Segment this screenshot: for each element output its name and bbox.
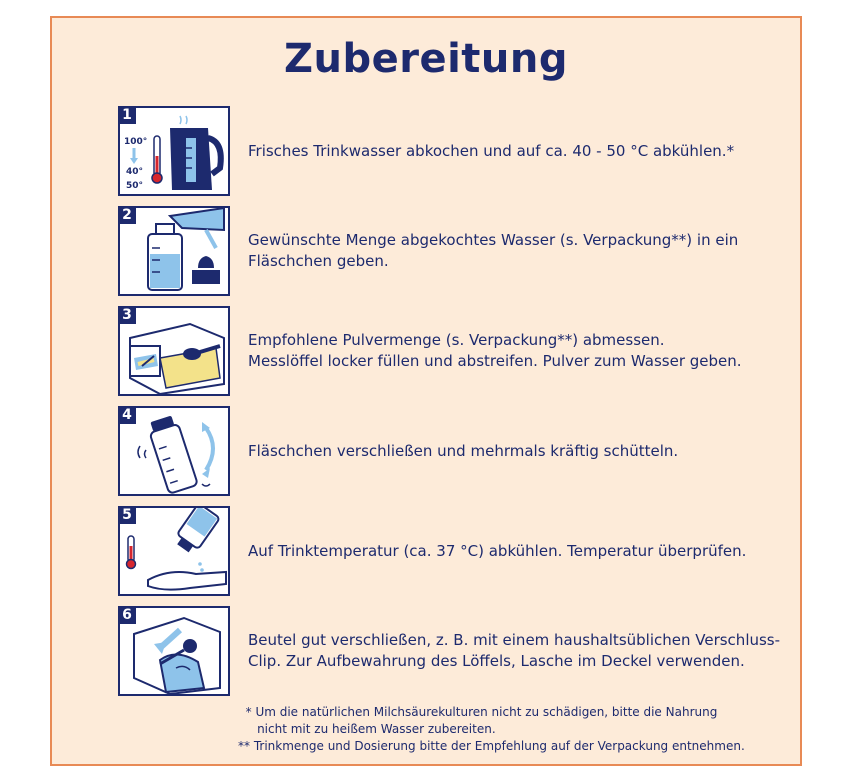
temp-100-label: 100° bbox=[124, 137, 148, 147]
step-number: 6 bbox=[118, 606, 136, 624]
instructions-panel bbox=[50, 16, 802, 766]
step-text: Fläschchen verschließen und mehrmals kräftig schütteln. bbox=[248, 441, 679, 460]
step-text: Auf Trinktemperatur (ca. 37 °C) abkühlen. Temperatur überprüfen. bbox=[248, 541, 747, 560]
footnote-2: ** Trinkmenge und Dosierung bitte der Empfehlung auf der Verpackung entnehmen. bbox=[238, 739, 745, 753]
step-4 bbox=[118, 406, 798, 498]
footnotes bbox=[238, 704, 798, 755]
temp-50-label: 50° bbox=[126, 181, 144, 191]
step-1 bbox=[118, 106, 798, 198]
step-5 bbox=[118, 506, 798, 598]
temp-40-label: 40° bbox=[126, 167, 144, 177]
footnote-1: * Um die natürlichen Milchsäurekulturen nicht zu schädigen, bitte die Nahrung nicht mit zu heißem Wasser zubereiten. bbox=[245, 705, 718, 736]
step-2 bbox=[118, 206, 798, 298]
step-text: Gewünschte Menge abgekochtes Wasser (s. Verpackung**) in ein Fläschchen geben. bbox=[248, 231, 739, 270]
page-title: Zubereitung bbox=[283, 36, 568, 82]
step-number: 3 bbox=[118, 306, 136, 324]
step-number: 4 bbox=[118, 406, 136, 424]
step-text: Frisches Trinkwasser abkochen und auf ca. 40 - 50 °C abkühlen.* bbox=[248, 141, 735, 160]
step-number: 5 bbox=[118, 506, 136, 524]
step-text: Beutel gut verschließen, z. B. mit einem haushaltsüblichen Verschluss- Clip. Zur Aufbewahrung des Löffels, Lasche im Deckel verwenden. bbox=[248, 631, 781, 670]
step-number: 2 bbox=[118, 206, 136, 224]
step-number: 1 bbox=[118, 106, 136, 124]
step-3 bbox=[118, 306, 798, 398]
step-6 bbox=[118, 606, 798, 698]
step-text: Empfohlene Pulvermenge (s. Verpackung**) abmessen. Messlöffel locker füllen und abstreifen. Pulver zum Wasser geben. bbox=[248, 331, 742, 370]
